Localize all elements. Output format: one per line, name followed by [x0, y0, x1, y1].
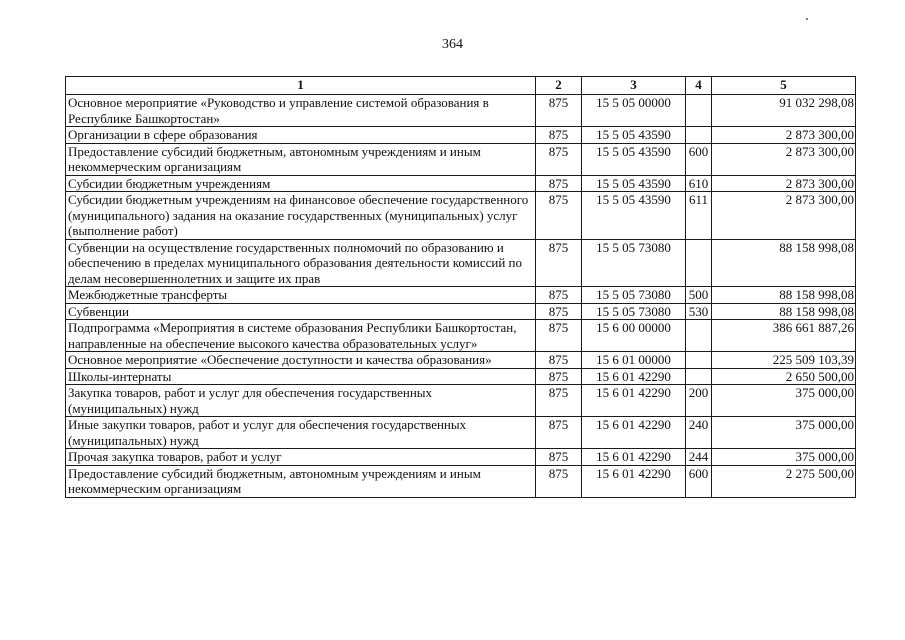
cell-expense-type: 611 [686, 192, 712, 240]
cell-department-code: 875 [536, 417, 582, 449]
cell-name: Организации в сфере образования [66, 127, 536, 144]
cell-name: Закупка товаров, работ и услуг для обеспечения государственных (муниципальных) нужд [66, 385, 536, 417]
table-row [66, 449, 856, 466]
cell-amount: 2 275 500,00 [712, 465, 856, 497]
cell-name: Основное мероприятие «Обеспечение доступности и качества образования» [66, 352, 536, 369]
header-col-4: 4 [686, 77, 712, 95]
header-col-3: 3 [582, 77, 686, 95]
table-row [66, 175, 856, 192]
cell-target-article: 15 5 05 00000 [582, 95, 686, 127]
cell-amount: 2 873 300,00 [712, 127, 856, 144]
header-col-2: 2 [536, 77, 582, 95]
cell-expense-type [686, 239, 712, 287]
cell-amount: 2 873 300,00 [712, 143, 856, 175]
cell-amount: 88 158 998,08 [712, 303, 856, 320]
cell-department-code: 875 [536, 385, 582, 417]
cell-amount: 88 158 998,08 [712, 239, 856, 287]
table-row [66, 352, 856, 369]
cell-target-article: 15 5 05 43590 [582, 192, 686, 240]
cell-department-code: 875 [536, 192, 582, 240]
cell-name: Предоставление субсидий бюджетным, автономным учреждениям и иным некоммерческим организациям [66, 465, 536, 497]
cell-expense-type: 244 [686, 449, 712, 466]
cell-name: Субсидии бюджетным учреждениям [66, 175, 536, 192]
cell-expense-type [686, 320, 712, 352]
cell-amount: 375 000,00 [712, 385, 856, 417]
cell-expense-type: 600 [686, 465, 712, 497]
cell-department-code: 875 [536, 465, 582, 497]
cell-expense-type: 610 [686, 175, 712, 192]
cell-name: Субвенции на осуществление государственных полномочий по образованию и обеспечению в пределах муниципального образования деятельности комиссий по делам несовершеннолетних и защите их прав [66, 239, 536, 287]
table-row [66, 95, 856, 127]
cell-name: Субсидии бюджетным учреждениям на финансовое обеспечение государственного (муниципального) задания на оказание государственных (муниципальных) услуг (выполнение работ) [66, 192, 536, 240]
cell-amount: 225 509 103,39 [712, 352, 856, 369]
cell-target-article: 15 6 01 00000 [582, 352, 686, 369]
cell-department-code: 875 [536, 175, 582, 192]
cell-expense-type [686, 352, 712, 369]
cell-name: Подпрограмма «Мероприятия в системе образования Республики Башкортостан, направленные на обеспечение высокого качества образовательных услуг» [66, 320, 536, 352]
cell-expense-type [686, 95, 712, 127]
cell-expense-type: 500 [686, 287, 712, 304]
cell-amount: 375 000,00 [712, 417, 856, 449]
cell-department-code: 875 [536, 449, 582, 466]
budget-table [65, 76, 856, 498]
cell-target-article: 15 5 05 43590 [582, 127, 686, 144]
cell-name: Иные закупки товаров, работ и услуг для обеспечения государственных (муниципальных) нужд [66, 417, 536, 449]
table-row [66, 320, 856, 352]
table-row [66, 287, 856, 304]
header-col-5: 5 [712, 77, 856, 95]
cell-department-code: 875 [536, 143, 582, 175]
cell-name: Межбюджетные трансферты [66, 287, 536, 304]
table-row [66, 303, 856, 320]
cell-target-article: 15 6 01 42290 [582, 385, 686, 417]
cell-target-article: 15 5 05 43590 [582, 143, 686, 175]
cell-amount: 375 000,00 [712, 449, 856, 466]
cell-expense-type: 600 [686, 143, 712, 175]
cell-target-article: 15 5 05 73080 [582, 239, 686, 287]
cell-amount: 2 873 300,00 [712, 192, 856, 240]
table-row [66, 465, 856, 497]
header-col-1: 1 [66, 77, 536, 95]
cell-expense-type [686, 127, 712, 144]
cell-amount: 386 661 887,26 [712, 320, 856, 352]
cell-amount: 2 650 500,00 [712, 368, 856, 385]
cell-target-article: 15 5 05 73080 [582, 287, 686, 304]
scan-speck [806, 18, 808, 20]
cell-department-code: 875 [536, 95, 582, 127]
cell-target-article: 15 6 01 42290 [582, 465, 686, 497]
page-number: 364 [442, 37, 463, 52]
cell-name: Школы-интернаты [66, 368, 536, 385]
cell-department-code: 875 [536, 368, 582, 385]
cell-department-code: 875 [536, 352, 582, 369]
cell-department-code: 875 [536, 239, 582, 287]
table-row [66, 385, 856, 417]
cell-amount: 91 032 298,08 [712, 95, 856, 127]
cell-department-code: 875 [536, 287, 582, 304]
table-row [66, 127, 856, 144]
table-row [66, 239, 856, 287]
cell-target-article: 15 6 01 42290 [582, 417, 686, 449]
table-row [66, 192, 856, 240]
cell-target-article: 15 5 05 43590 [582, 175, 686, 192]
table-body [66, 95, 856, 498]
cell-name: Основное мероприятие «Руководство и управление системой образования в Республике Башкортостан» [66, 95, 536, 127]
cell-target-article: 15 5 05 73080 [582, 303, 686, 320]
cell-target-article: 15 6 01 42290 [582, 449, 686, 466]
cell-department-code: 875 [536, 320, 582, 352]
cell-amount: 2 873 300,00 [712, 175, 856, 192]
table-header-row [66, 77, 856, 95]
table-row [66, 368, 856, 385]
cell-expense-type: 530 [686, 303, 712, 320]
cell-target-article: 15 6 00 00000 [582, 320, 686, 352]
table-row [66, 143, 856, 175]
table-row [66, 417, 856, 449]
cell-expense-type: 240 [686, 417, 712, 449]
cell-expense-type: 200 [686, 385, 712, 417]
cell-department-code: 875 [536, 303, 582, 320]
cell-expense-type [686, 368, 712, 385]
cell-name: Субвенции [66, 303, 536, 320]
cell-name: Предоставление субсидий бюджетным, автономным учреждениям и иным некоммерческим организациям [66, 143, 536, 175]
cell-department-code: 875 [536, 127, 582, 144]
cell-name: Прочая закупка товаров, работ и услуг [66, 449, 536, 466]
cell-amount: 88 158 998,08 [712, 287, 856, 304]
cell-target-article: 15 6 01 42290 [582, 368, 686, 385]
